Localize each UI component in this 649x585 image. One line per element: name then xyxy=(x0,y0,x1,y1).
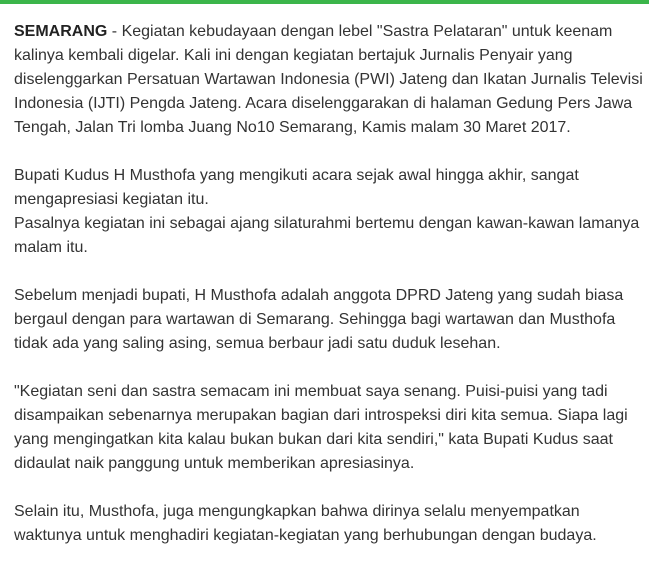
dateline-separator: - xyxy=(107,23,122,40)
accent-top-bar xyxy=(0,0,649,4)
paragraph-2 xyxy=(14,164,646,260)
paragraph-2-line-2: Pasalnya kegiatan ini sebagai ajang silaturahmi bertemu dengan kawan-kawan lamanya malam itu. xyxy=(14,215,640,256)
paragraph-1 xyxy=(14,20,646,140)
article-body xyxy=(14,20,646,548)
paragraph-2-line-1: Bupati Kudus H Musthofa yang mengikuti acara sejak awal hingga akhir, sangat mengapresiasi kegiatan itu. xyxy=(14,167,579,208)
paragraph-3: Sebelum menjadi bupati, H Musthofa adalah anggota DPRD Jateng yang sudah biasa bergaul dengan para wartawan di Semarang. Sehingga bagi wartawan dan Musthofa tidak ada yang saling asing, semua berbaur jadi satu duduk lesehan. xyxy=(14,287,624,352)
paragraph-4: "Kegiatan seni dan sastra semacam ini membuat saya senang. Puisi-puisi yang tadi disampaikan sebenarnya merupakan bagian dari introspeksi diri kita semua. Siapa lagi yang mengingatkan kita kalau bukan bukan dari kita sendiri," kata Bupati Kudus saat didaulat naik panggung untuk memberikan apresiasinya. xyxy=(14,383,628,472)
paragraph-1-text: Kegiatan kebudayaan dengan lebel "Sastra Pelataran" untuk keenam kalinya kembali digelar. Kali ini dengan kegiatan bertajuk Jurnalis Penyair yang diselenggarkan Persatuan Wartawan Indonesia (PWI) Jateng dan Ikatan Jurnalis Televisi Indonesia (IJTI) Pengda Jateng. Acara diselenggarakan di halaman Gedung Pers Jawa Tengah, Jalan Tri lomba Juang No10 Semarang, Kamis malam 30 Maret 2017. xyxy=(14,23,643,136)
dateline: SEMARANG xyxy=(14,23,108,40)
paragraph-5: Selain itu, Musthofa, juga mengungkapkan bahwa dirinya selalu menyempatkan waktunya untuk menghadiri kegiatan-kegiatan yang berhubungan dengan budaya. xyxy=(14,503,597,544)
